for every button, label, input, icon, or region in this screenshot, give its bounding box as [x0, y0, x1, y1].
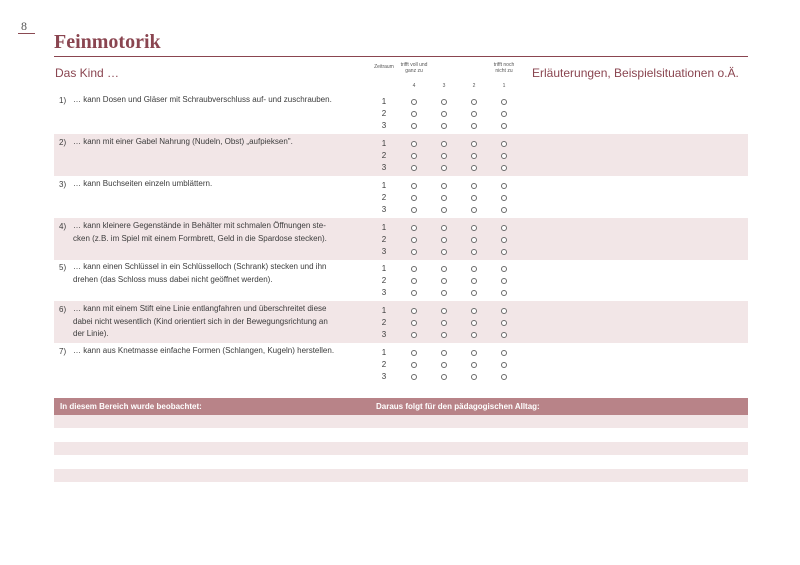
rating-radio[interactable] [471, 207, 477, 213]
notes-row[interactable] [54, 415, 748, 428]
rating-radio[interactable] [441, 278, 447, 284]
page-number-underline [18, 33, 35, 34]
zeitraum-number: 2 [381, 360, 387, 369]
item-text-line: … kann kleinere Gegenstände in Behälter mit schmalen Öffnungen ste- [73, 221, 326, 230]
notes-row[interactable] [54, 469, 748, 482]
item-text-line: cken (z.B. im Spiel mit einem Formbrett, Geld in die Spardose stecken). [73, 233, 327, 243]
item-text-line: … kann Buchseiten einzeln umblättern. [73, 179, 213, 188]
zeitraum-number: 3 [381, 330, 387, 339]
rating-radio[interactable] [501, 320, 507, 326]
rating-radio[interactable] [411, 249, 417, 255]
rating-radio[interactable] [441, 123, 447, 129]
item-text-line: der Linie). [73, 329, 109, 338]
item-text-line: … kann einen Schlüssel in ein Schlüsselloch (Schrank) stecken und ihn [73, 262, 327, 271]
rating-radio[interactable] [501, 362, 507, 368]
zeitraum-number: 3 [381, 163, 387, 172]
rating-radio[interactable] [471, 350, 477, 356]
rating-radio[interactable] [411, 99, 417, 105]
rating-radio[interactable] [501, 237, 507, 243]
footer-observed-label: In diesem Bereich wurde beobachtet: [60, 402, 202, 411]
rating-radio[interactable] [411, 183, 417, 189]
rating-radio[interactable] [501, 165, 507, 171]
item-number: 7) [59, 347, 67, 356]
rating-radio[interactable] [501, 249, 507, 255]
item-text-line: … kann aus Knetmasse einfache Formen (Schlangen, Kugeln) herstellen. [73, 346, 335, 355]
zeitraum-number: 1 [381, 306, 387, 315]
rating-radio[interactable] [471, 237, 477, 243]
item-text-line: drehen (das Schloss muss dabei nicht geöffnet werden). [73, 274, 273, 284]
rating-radio[interactable] [441, 320, 447, 326]
notes-row[interactable] [54, 442, 748, 455]
scale-label: 1 [502, 83, 506, 89]
zeitraum-number: 3 [381, 288, 387, 297]
scale-label: 3 [442, 83, 446, 89]
rating-radio[interactable] [411, 225, 417, 231]
rating-radio[interactable] [471, 266, 477, 272]
rating-radio[interactable] [501, 374, 507, 380]
rating-radio[interactable] [411, 153, 417, 159]
rating-radio[interactable] [501, 266, 507, 272]
rating-radio[interactable] [441, 362, 447, 368]
rating-radio[interactable] [441, 111, 447, 117]
rating-radio[interactable] [471, 249, 477, 255]
rating-radio[interactable] [441, 290, 447, 296]
item-text-line: … kann mit einem Stift eine Linie entlangfahren und überschreitet diese [73, 304, 327, 313]
zeitraum-number: 3 [381, 247, 387, 256]
rating-radio[interactable] [471, 141, 477, 147]
zeitraum-number: 2 [381, 235, 387, 244]
scale-label: 4 [412, 83, 416, 89]
rating-radio[interactable] [471, 183, 477, 189]
rating-radio[interactable] [471, 332, 477, 338]
rating-radio[interactable] [471, 290, 477, 296]
item-text [73, 178, 365, 191]
item-number: 4) [59, 222, 67, 231]
zeitraum-number: 1 [381, 181, 387, 190]
rating-radio[interactable] [471, 278, 477, 284]
zeitraum-number: 1 [381, 348, 387, 357]
item-number: 1) [59, 96, 67, 105]
rating-radio[interactable] [441, 237, 447, 243]
rating-radio[interactable] [411, 374, 417, 380]
rating-radio[interactable] [471, 195, 477, 201]
column-header-zeitraum: Zeitraum [374, 64, 394, 70]
rating-radio[interactable] [441, 165, 447, 171]
rating-radio[interactable] [441, 207, 447, 213]
rating-radio[interactable] [441, 332, 447, 338]
item-text [73, 345, 365, 358]
rating-radio[interactable] [471, 374, 477, 380]
rating-radio[interactable] [411, 141, 417, 147]
rating-radio[interactable] [441, 141, 447, 147]
rating-radio[interactable] [501, 183, 507, 189]
rating-radio[interactable] [501, 141, 507, 147]
rating-radio[interactable] [411, 111, 417, 117]
zeitraum-number: 1 [381, 264, 387, 273]
rating-radio[interactable] [411, 207, 417, 213]
rating-radio[interactable] [411, 290, 417, 296]
rating-radio[interactable] [501, 290, 507, 296]
rating-radio[interactable] [501, 350, 507, 356]
rating-radio[interactable] [411, 350, 417, 356]
zeitraum-number: 3 [381, 372, 387, 381]
rating-radio[interactable] [471, 165, 477, 171]
zeitraum-number: 2 [381, 276, 387, 285]
zeitraum-number: 1 [381, 97, 387, 106]
rating-radio[interactable] [501, 111, 507, 117]
rating-radio[interactable] [411, 266, 417, 272]
rating-radio[interactable] [411, 278, 417, 284]
rating-radio[interactable] [441, 183, 447, 189]
zeitraum-number: 3 [381, 205, 387, 214]
rating-radio[interactable] [501, 207, 507, 213]
item-text-line: … kann mit einer Gabel Nahrung (Nudeln, Obst) „aufpieksen". [73, 137, 293, 146]
zeitraum-number: 2 [381, 318, 387, 327]
rating-radio[interactable] [441, 99, 447, 105]
rating-radio[interactable] [501, 153, 507, 159]
rating-radio[interactable] [411, 195, 417, 201]
item-number: 2) [59, 138, 67, 147]
zeitraum-number: 2 [381, 109, 387, 118]
rating-radio[interactable] [501, 123, 507, 129]
rating-radio[interactable] [411, 123, 417, 129]
rating-radio[interactable] [441, 249, 447, 255]
rating-radio[interactable] [501, 99, 507, 105]
item-text [73, 261, 365, 286]
rating-radio[interactable] [441, 308, 447, 314]
zeitraum-number: 2 [381, 151, 387, 160]
zeitraum-number: 3 [381, 121, 387, 130]
rating-radio[interactable] [411, 332, 417, 338]
section-subhead: Das Kind … [55, 66, 120, 80]
rating-radio[interactable] [501, 278, 507, 284]
rating-radio[interactable] [471, 225, 477, 231]
rating-radio[interactable] [471, 308, 477, 314]
page-title: Feinmotorik [54, 31, 161, 53]
zeitraum-number: 1 [381, 139, 387, 148]
item-text [73, 220, 365, 245]
rating-radio[interactable] [501, 195, 507, 201]
explanation-header: Erläuterungen, Beispielsituationen o.Ä. [532, 66, 739, 80]
column-header-trifft-voll: trifft voll und ganz zu [400, 62, 428, 74]
rating-radio[interactable] [471, 362, 477, 368]
rating-radio[interactable] [411, 362, 417, 368]
item-number: 5) [59, 263, 67, 272]
rating-radio[interactable] [441, 266, 447, 272]
item-number: 3) [59, 180, 67, 189]
page-number: 8 [21, 19, 27, 33]
rating-radio[interactable] [471, 99, 477, 105]
rating-radio[interactable] [501, 308, 507, 314]
item-text [73, 303, 365, 341]
rating-radio[interactable] [501, 225, 507, 231]
rating-radio[interactable] [411, 237, 417, 243]
rating-radio[interactable] [471, 111, 477, 117]
rating-radio[interactable] [471, 123, 477, 129]
rating-radio[interactable] [441, 153, 447, 159]
rating-radio[interactable] [441, 350, 447, 356]
rating-radio[interactable] [411, 308, 417, 314]
item-text-line: dabei nicht wesentlich (Kind orientiert sich in der Bewegungsrichtung an [73, 316, 328, 326]
item-text-line: … kann Dosen und Gläser mit Schraubverschluss auf- und zuschrauben. [73, 95, 332, 104]
rating-radio[interactable] [441, 225, 447, 231]
zeitraum-number: 1 [381, 223, 387, 232]
rating-radio[interactable] [471, 320, 477, 326]
item-text [73, 136, 365, 149]
title-rule [54, 56, 748, 57]
rating-radio[interactable] [411, 165, 417, 171]
rating-radio[interactable] [411, 320, 417, 326]
zeitraum-number: 2 [381, 193, 387, 202]
rating-radio[interactable] [471, 153, 477, 159]
rating-radio[interactable] [441, 374, 447, 380]
footer-consequence-label: Daraus folgt für den pädagogischen Alltag: [376, 402, 540, 411]
item-number: 6) [59, 305, 67, 314]
rating-radio[interactable] [501, 332, 507, 338]
scale-label: 2 [472, 83, 476, 89]
column-header-trifft-nicht: trifft noch nicht zu [493, 62, 515, 74]
item-text [73, 94, 365, 107]
rating-radio[interactable] [441, 195, 447, 201]
